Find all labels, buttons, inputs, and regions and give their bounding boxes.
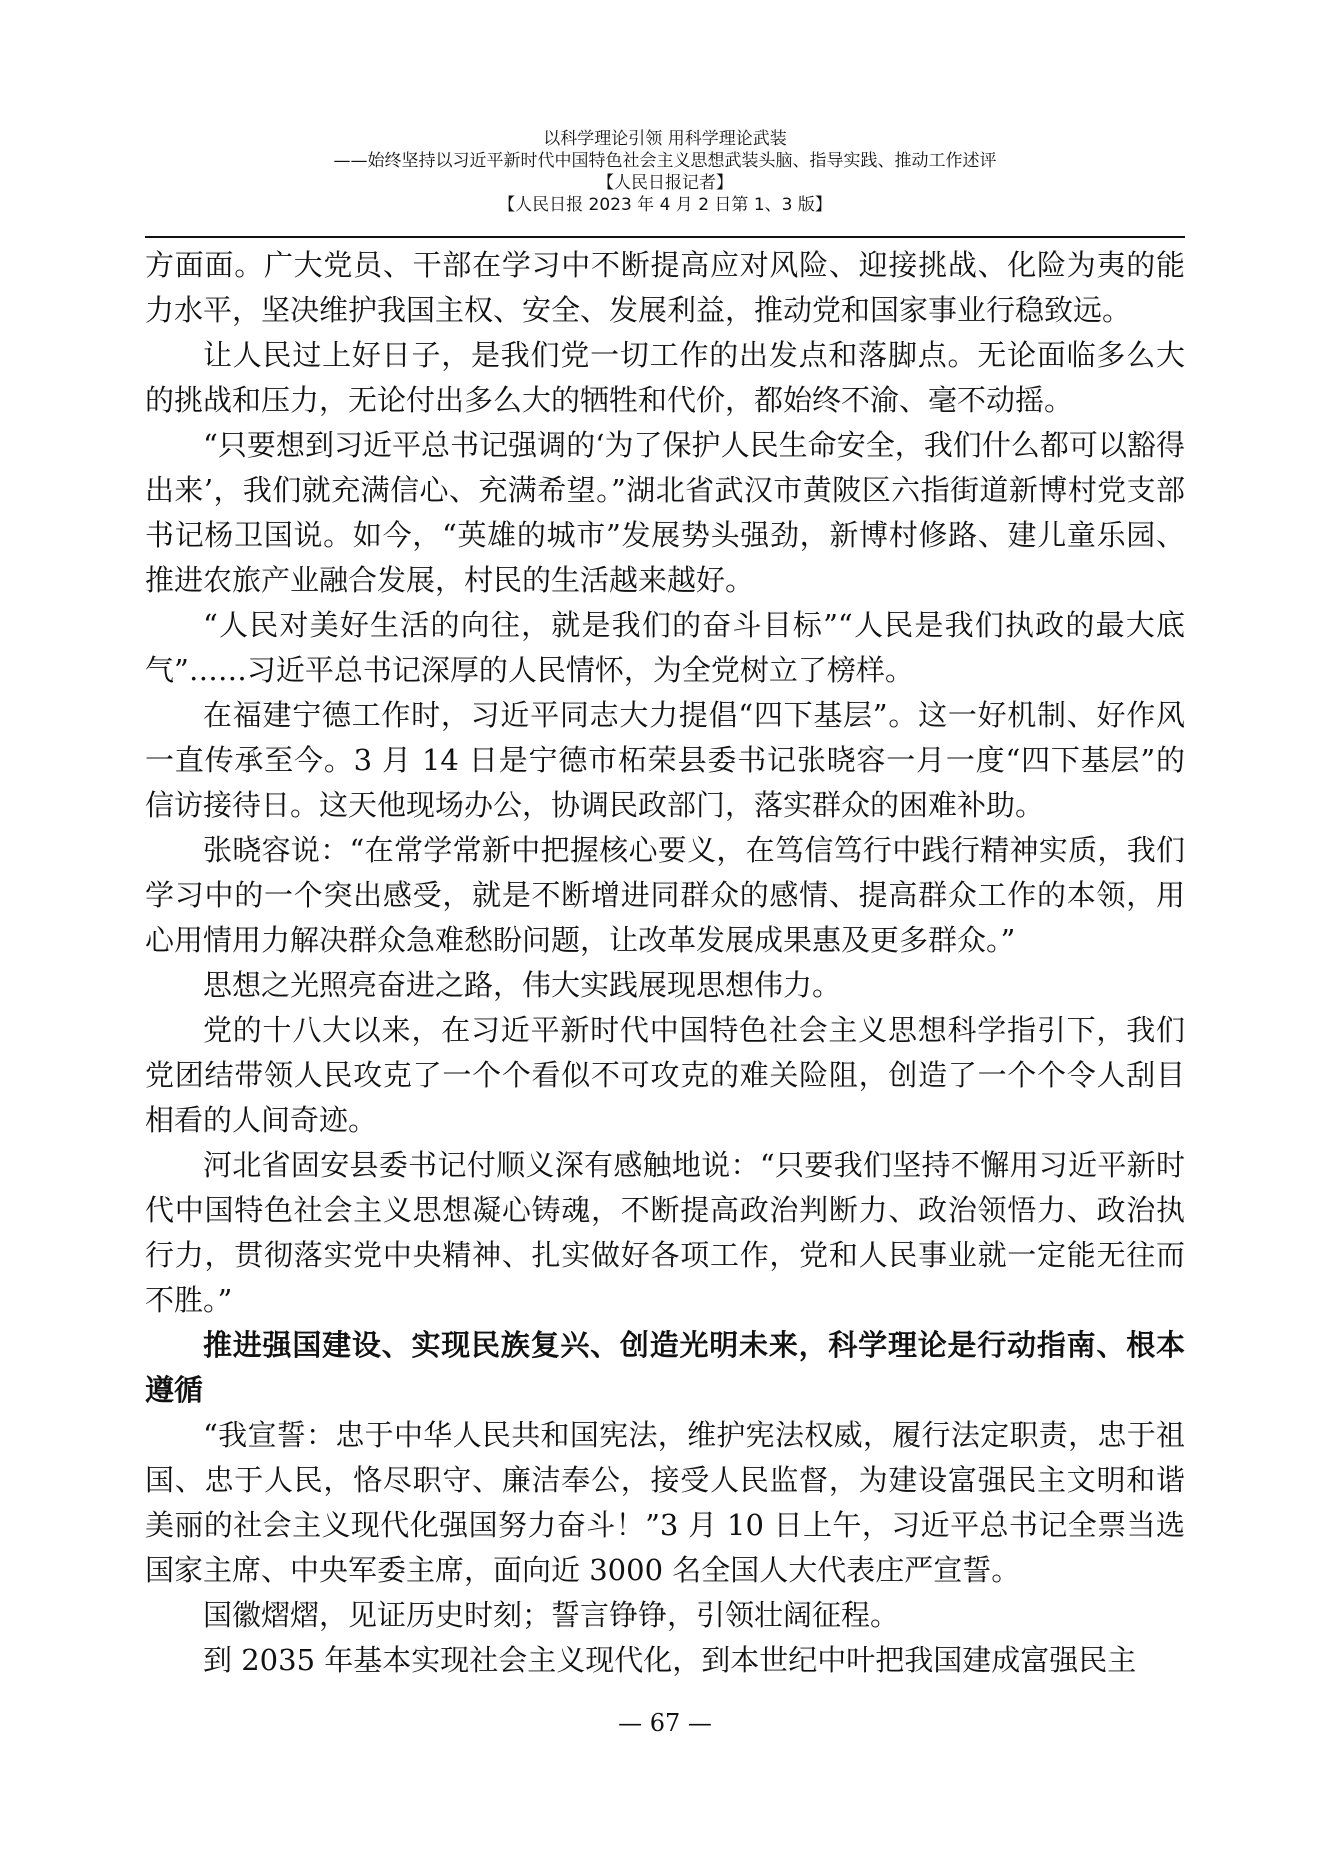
body-paragraph: 方面面。广大党员、干部在学习中不断提高应对风险、迎接挑战、化险为夷的能力水平，坚决维护我国主权、安全、发展利益，推动党和国家事业行稳致远。 — [145, 248, 1185, 327]
body-paragraph: “我宣誓：忠于中华人民共和国宪法，维护宪法权威，履行法定职责，忠于祖国、忠于人民，恪尽职守、廉洁奉公，接受人民监督，为建设富强民主文明和谐美丽的社会主义现代化强国努力奋斗！”3 月 10 日上午，习近平总书记全票当选国家主席、中央军委主席，面向近 3000 名全国人大代表庄严宣誓。 — [145, 1418, 1185, 1587]
body-paragraph: 到 2035 年基本实现社会主义现代化，到本世纪中叶把我国建成富强民主 — [203, 1643, 1137, 1677]
body-paragraph: 在福建宁德工作时，习近平同志大力提倡“四下基层”。这一好机制、好作风一直传承至今。3 月 14 日是宁德市柘荣县委书记张晓容一月一度“四下基层”的信访接待日。这天他现场办公，协调民政部门，落实群众的困难补助。 — [145, 698, 1185, 822]
document-header — [145, 128, 1185, 216]
body-paragraph: 党的十八大以来，在习近平新时代中国特色社会主义思想科学指引下，我们党团结带领人民攻克了一个个看似不可攻克的难关险阻，创造了一个个令人刮目相看的人间奇迹。 — [145, 1013, 1185, 1137]
body-paragraph: “人民对美好生活的向往，就是我们的奋斗目标”“人民是我们执政的最大底气”……习近平总书记深厚的人民情怀，为全党树立了榜样。 — [145, 608, 1185, 687]
article-body — [145, 243, 1185, 1683]
body-paragraph: 河北省固安县委书记付顺义深有感触地说：“只要我们坚持不懈用习近平新时代中国特色社会主义思想凝心铸魂，不断提高政治判断力、政治领悟力、政治执行力，贯彻落实党中央精神、扎实做好各项工作，党和人民事业就一定能无往而不胜。” — [145, 1148, 1185, 1317]
section-heading: 推进强国建设、实现民族复兴、创造光明未来，科学理论是行动指南、根本遵循 — [145, 1328, 1185, 1407]
body-paragraph: 让人民过上好日子，是我们党一切工作的出发点和落脚点。无论面临多么大的挑战和压力，无论付出多么大的牺牲和代价，都始终不渝、毫不动摇。 — [145, 338, 1185, 417]
page-number: — 67 — — [618, 1709, 712, 1737]
article-subtitle: ——始终坚持以习近平新时代中国特色社会主义思想武装头脑、指导实践、推动工作述评 — [333, 151, 997, 171]
body-paragraph: 张晓容说：“在常学常新中把握核心要义，在笃信笃行中践行精神实质，我们学习中的一个突出感受，就是不断增进同群众的感情、提高群众工作的本领，用心用情用力解决群众急难愁盼问题，让改革发展成果惠及更多群众。” — [145, 833, 1185, 957]
article-source: 【人民日报 2023 年 4 月 2 日第 1、3 版】 — [498, 195, 832, 215]
article-title: 以科学理论引领 用科学理论武装 — [543, 129, 787, 149]
body-paragraph: 国徽熠熠，见证历史时刻；誓言铮铮，引领壮阔征程。 — [203, 1598, 900, 1632]
body-paragraph: 思想之光照亮奋进之路，伟大实践展现思想伟力。 — [203, 968, 842, 1002]
header-divider — [145, 236, 1185, 238]
body-paragraph: “只要想到习近平总书记强调的‘为了保护人民生命安全，我们什么都可以豁得出来’，我们就充满信心、充满希望。”湖北省武汉市黄陂区六指街道新博村党支部书记杨卫国说。如今，“英雄的城市”发展势头强劲，新博村修路、建儿童乐园、推进农旅产业融合发展，村民的生活越来越好。 — [145, 428, 1185, 597]
article-author: 【人民日报记者】 — [597, 173, 733, 193]
